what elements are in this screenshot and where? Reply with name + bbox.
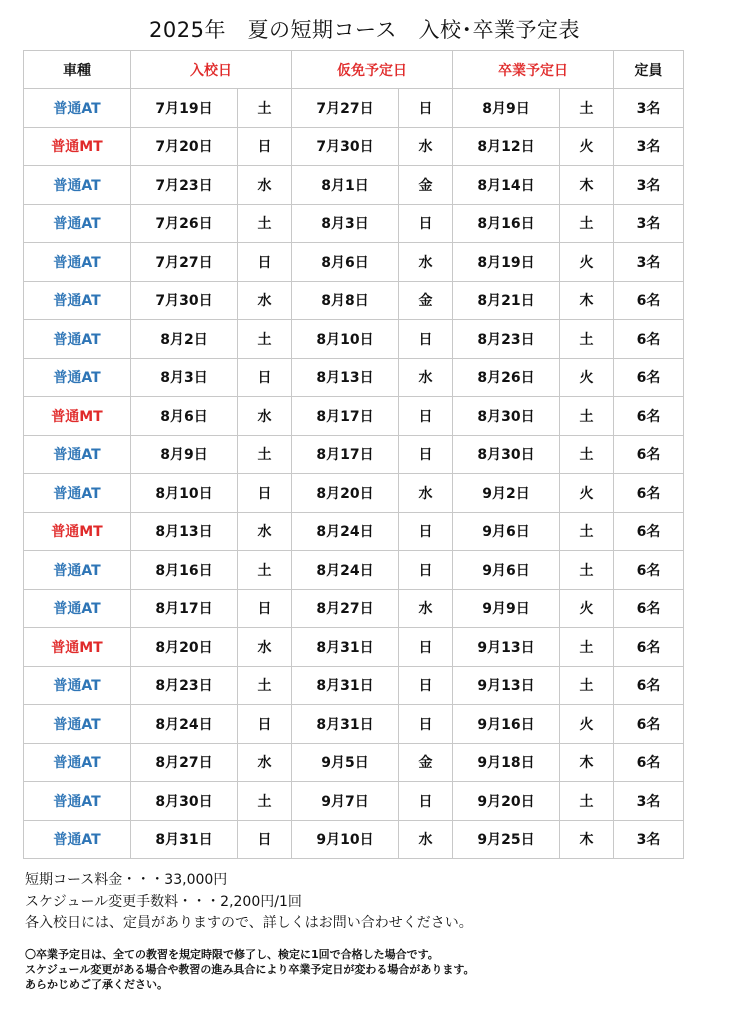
provisional-weekday-cell: 日 bbox=[399, 397, 453, 436]
graduation-date-cell: 8月19日 bbox=[453, 243, 560, 282]
enroll-weekday-cell: 日 bbox=[238, 127, 292, 166]
capacity-cell: 6名 bbox=[614, 281, 684, 320]
enroll-date-cell: 8月2日 bbox=[131, 320, 238, 359]
graduation-weekday-cell: 木 bbox=[560, 281, 614, 320]
fine-print bbox=[25, 947, 474, 992]
enroll-date-cell: 7月30日 bbox=[131, 281, 238, 320]
fine-print-line: あらかじめご了承ください。 bbox=[25, 978, 168, 991]
enroll-weekday-cell: 日 bbox=[238, 589, 292, 628]
graduation-weekday-cell: 火 bbox=[560, 474, 614, 513]
enroll-date-cell: 7月19日 bbox=[131, 89, 238, 128]
table-row bbox=[24, 243, 684, 282]
provisional-date-cell: 8月20日 bbox=[292, 474, 399, 513]
graduation-weekday-cell: 木 bbox=[560, 820, 614, 859]
capacity-cell: 3名 bbox=[614, 243, 684, 282]
enroll-weekday-cell: 土 bbox=[238, 782, 292, 821]
capacity-cell: 6名 bbox=[614, 474, 684, 513]
change-fee-text: スケジュール変更手数料・・・2,200円/1回 bbox=[25, 893, 302, 910]
enroll-weekday-cell: 日 bbox=[238, 820, 292, 859]
graduation-date-cell: 9月18日 bbox=[453, 743, 560, 782]
provisional-date-cell: 8月10日 bbox=[292, 320, 399, 359]
table-row bbox=[24, 204, 684, 243]
provisional-weekday-cell: 日 bbox=[399, 705, 453, 744]
capacity-cell: 3名 bbox=[614, 127, 684, 166]
car-type-cell: 普通AT bbox=[24, 435, 131, 474]
enroll-weekday-cell: 土 bbox=[238, 320, 292, 359]
graduation-weekday-cell: 火 bbox=[560, 243, 614, 282]
provisional-weekday-cell: 日 bbox=[399, 512, 453, 551]
provisional-weekday-cell: 水 bbox=[399, 474, 453, 513]
table-row bbox=[24, 820, 684, 859]
graduation-weekday-cell: 土 bbox=[560, 320, 614, 359]
table-row bbox=[24, 743, 684, 782]
enroll-date-cell: 8月16日 bbox=[131, 551, 238, 590]
capacity-cell: 3名 bbox=[614, 820, 684, 859]
provisional-date-cell: 8月27日 bbox=[292, 589, 399, 628]
graduation-date-cell: 8月21日 bbox=[453, 281, 560, 320]
provisional-weekday-cell: 日 bbox=[399, 551, 453, 590]
capacity-cell: 3名 bbox=[614, 782, 684, 821]
provisional-date-cell: 8月31日 bbox=[292, 705, 399, 744]
capacity-cell: 6名 bbox=[614, 512, 684, 551]
graduation-date-cell: 9月25日 bbox=[453, 820, 560, 859]
table-row bbox=[24, 397, 684, 436]
enroll-date-cell: 7月20日 bbox=[131, 127, 238, 166]
graduation-weekday-cell: 土 bbox=[560, 551, 614, 590]
enroll-weekday-cell: 土 bbox=[238, 666, 292, 705]
provisional-date-cell: 8月8日 bbox=[292, 281, 399, 320]
graduation-weekday-cell: 土 bbox=[560, 666, 614, 705]
graduation-weekday-cell: 木 bbox=[560, 166, 614, 205]
car-type-cell: 普通AT bbox=[24, 705, 131, 744]
enroll-date-cell: 8月27日 bbox=[131, 743, 238, 782]
provisional-date-cell: 8月6日 bbox=[292, 243, 399, 282]
provisional-weekday-cell: 日 bbox=[399, 89, 453, 128]
provisional-weekday-cell: 金 bbox=[399, 743, 453, 782]
provisional-date-cell: 7月27日 bbox=[292, 89, 399, 128]
enroll-date-cell: 7月23日 bbox=[131, 166, 238, 205]
enroll-date-cell: 8月9日 bbox=[131, 435, 238, 474]
capacity-cell: 6名 bbox=[614, 551, 684, 590]
provisional-weekday-cell: 水 bbox=[399, 820, 453, 859]
capacity-cell: 6名 bbox=[614, 320, 684, 359]
table-row bbox=[24, 628, 684, 667]
provisional-date-cell: 9月7日 bbox=[292, 782, 399, 821]
graduation-weekday-cell: 土 bbox=[560, 782, 614, 821]
car-type-cell: 普通AT bbox=[24, 589, 131, 628]
graduation-date-cell: 9月2日 bbox=[453, 474, 560, 513]
graduation-date-cell: 9月20日 bbox=[453, 782, 560, 821]
car-type-cell: 普通AT bbox=[24, 166, 131, 205]
car-type-cell: 普通AT bbox=[24, 243, 131, 282]
graduation-date-cell: 9月16日 bbox=[453, 705, 560, 744]
graduation-date-cell: 9月6日 bbox=[453, 551, 560, 590]
provisional-date-cell: 8月17日 bbox=[292, 435, 399, 474]
car-type-cell: 普通AT bbox=[24, 743, 131, 782]
car-type-cell: 普通MT bbox=[24, 628, 131, 667]
graduation-weekday-cell: 土 bbox=[560, 435, 614, 474]
provisional-weekday-cell: 日 bbox=[399, 628, 453, 667]
table-row bbox=[24, 358, 684, 397]
enroll-weekday-cell: 日 bbox=[238, 474, 292, 513]
enroll-weekday-cell: 土 bbox=[238, 435, 292, 474]
enroll-date-cell: 8月30日 bbox=[131, 782, 238, 821]
graduation-date-cell: 9月13日 bbox=[453, 628, 560, 667]
car-type-cell: 普通AT bbox=[24, 89, 131, 128]
capacity-cell: 6名 bbox=[614, 397, 684, 436]
table-row bbox=[24, 320, 684, 359]
graduation-weekday-cell: 火 bbox=[560, 358, 614, 397]
provisional-weekday-cell: 日 bbox=[399, 782, 453, 821]
enroll-weekday-cell: 水 bbox=[238, 281, 292, 320]
graduation-weekday-cell: 火 bbox=[560, 705, 614, 744]
graduation-weekday-cell: 土 bbox=[560, 204, 614, 243]
graduation-date-cell: 8月23日 bbox=[453, 320, 560, 359]
car-type-cell: 普通AT bbox=[24, 551, 131, 590]
capacity-cell: 3名 bbox=[614, 204, 684, 243]
provisional-weekday-cell: 金 bbox=[399, 281, 453, 320]
graduation-weekday-cell: 木 bbox=[560, 743, 614, 782]
capacity-note-text: 各入校日には、定員がありますので、詳しくはお問い合わせください。 bbox=[25, 915, 473, 931]
provisional-weekday-cell: 日 bbox=[399, 435, 453, 474]
car-type-cell: 普通MT bbox=[24, 397, 131, 436]
car-type-cell: 普通AT bbox=[24, 320, 131, 359]
table-row bbox=[24, 127, 684, 166]
table-row bbox=[24, 551, 684, 590]
car-type-cell: 普通AT bbox=[24, 281, 131, 320]
enroll-date-cell: 8月31日 bbox=[131, 820, 238, 859]
graduation-date-cell: 8月30日 bbox=[453, 397, 560, 436]
car-type-cell: 普通MT bbox=[24, 512, 131, 551]
capacity-cell: 6名 bbox=[614, 358, 684, 397]
graduation-weekday-cell: 土 bbox=[560, 397, 614, 436]
enroll-weekday-cell: 水 bbox=[238, 628, 292, 667]
table-row bbox=[24, 705, 684, 744]
graduation-weekday-cell: 土 bbox=[560, 628, 614, 667]
header-capacity: 定員 bbox=[614, 51, 684, 89]
provisional-date-cell: 8月24日 bbox=[292, 551, 399, 590]
provisional-weekday-cell: 金 bbox=[399, 166, 453, 205]
enroll-weekday-cell: 土 bbox=[238, 89, 292, 128]
provisional-date-cell: 7月30日 bbox=[292, 127, 399, 166]
car-type-cell: 普通AT bbox=[24, 782, 131, 821]
provisional-date-cell: 9月10日 bbox=[292, 820, 399, 859]
fee-notes bbox=[25, 870, 473, 935]
fine-print-line: 〇卒業予定日は、全ての教習を規定時限で修了し、検定に1回で合格した場合です。 bbox=[25, 948, 439, 961]
enroll-weekday-cell: 水 bbox=[238, 743, 292, 782]
course-fee-text: 短期コース料金・・・33,000円 bbox=[25, 872, 228, 888]
provisional-date-cell: 8月1日 bbox=[292, 166, 399, 205]
table-row bbox=[24, 435, 684, 474]
table-row bbox=[24, 474, 684, 513]
enroll-weekday-cell: 土 bbox=[238, 204, 292, 243]
provisional-weekday-cell: 水 bbox=[399, 589, 453, 628]
graduation-date-cell: 8月14日 bbox=[453, 166, 560, 205]
graduation-date-cell: 8月9日 bbox=[453, 89, 560, 128]
graduation-weekday-cell: 火 bbox=[560, 127, 614, 166]
enroll-weekday-cell: 水 bbox=[238, 397, 292, 436]
enroll-weekday-cell: 水 bbox=[238, 512, 292, 551]
header-provisional-date: 仮免予定日 bbox=[292, 51, 453, 89]
provisional-weekday-cell: 水 bbox=[399, 127, 453, 166]
enroll-date-cell: 8月20日 bbox=[131, 628, 238, 667]
capacity-cell: 6名 bbox=[614, 743, 684, 782]
capacity-cell: 6名 bbox=[614, 628, 684, 667]
enroll-date-cell: 8月10日 bbox=[131, 474, 238, 513]
table-row bbox=[24, 782, 684, 821]
graduation-date-cell: 9月13日 bbox=[453, 666, 560, 705]
header-graduation-date: 卒業予定日 bbox=[453, 51, 614, 89]
enroll-date-cell: 8月17日 bbox=[131, 589, 238, 628]
car-type-cell: 普通AT bbox=[24, 474, 131, 513]
header-car-type: 車種 bbox=[24, 51, 131, 89]
capacity-cell: 3名 bbox=[614, 89, 684, 128]
car-type-cell: 普通AT bbox=[24, 666, 131, 705]
table-row bbox=[24, 666, 684, 705]
enroll-weekday-cell: 日 bbox=[238, 243, 292, 282]
schedule-table bbox=[23, 50, 684, 859]
provisional-weekday-cell: 水 bbox=[399, 358, 453, 397]
enroll-weekday-cell: 日 bbox=[238, 705, 292, 744]
graduation-weekday-cell: 火 bbox=[560, 589, 614, 628]
car-type-cell: 普通MT bbox=[24, 127, 131, 166]
enroll-weekday-cell: 日 bbox=[238, 358, 292, 397]
graduation-date-cell: 8月30日 bbox=[453, 435, 560, 474]
table-row bbox=[24, 166, 684, 205]
header-enroll-date: 入校日 bbox=[131, 51, 292, 89]
graduation-date-cell: 9月9日 bbox=[453, 589, 560, 628]
graduation-date-cell: 8月12日 bbox=[453, 127, 560, 166]
capacity-cell: 6名 bbox=[614, 666, 684, 705]
enroll-date-cell: 8月24日 bbox=[131, 705, 238, 744]
provisional-date-cell: 8月17日 bbox=[292, 397, 399, 436]
provisional-date-cell: 8月3日 bbox=[292, 204, 399, 243]
enroll-weekday-cell: 土 bbox=[238, 551, 292, 590]
graduation-weekday-cell: 土 bbox=[560, 512, 614, 551]
capacity-cell: 6名 bbox=[614, 705, 684, 744]
provisional-weekday-cell: 日 bbox=[399, 666, 453, 705]
capacity-cell: 6名 bbox=[614, 435, 684, 474]
page-title: 2025年 夏の短期コース 入校･卒業予定表 bbox=[149, 18, 580, 42]
enroll-date-cell: 8月3日 bbox=[131, 358, 238, 397]
provisional-date-cell: 8月13日 bbox=[292, 358, 399, 397]
table-row bbox=[24, 281, 684, 320]
provisional-date-cell: 8月31日 bbox=[292, 628, 399, 667]
enroll-weekday-cell: 水 bbox=[238, 166, 292, 205]
table-row bbox=[24, 89, 684, 128]
graduation-weekday-cell: 土 bbox=[560, 89, 614, 128]
provisional-weekday-cell: 水 bbox=[399, 243, 453, 282]
graduation-date-cell: 9月6日 bbox=[453, 512, 560, 551]
enroll-date-cell: 7月27日 bbox=[131, 243, 238, 282]
enroll-date-cell: 8月13日 bbox=[131, 512, 238, 551]
capacity-cell: 6名 bbox=[614, 589, 684, 628]
provisional-date-cell: 9月5日 bbox=[292, 743, 399, 782]
car-type-cell: 普通AT bbox=[24, 204, 131, 243]
provisional-date-cell: 8月24日 bbox=[292, 512, 399, 551]
graduation-date-cell: 8月26日 bbox=[453, 358, 560, 397]
provisional-date-cell: 8月31日 bbox=[292, 666, 399, 705]
table-header-row bbox=[24, 51, 684, 89]
fine-print-line: スケジュール変更がある場合や教習の進み具合により卒業予定日が変わる場合があります。 bbox=[25, 963, 475, 976]
enroll-date-cell: 8月6日 bbox=[131, 397, 238, 436]
provisional-weekday-cell: 日 bbox=[399, 204, 453, 243]
capacity-cell: 3名 bbox=[614, 166, 684, 205]
enroll-date-cell: 8月23日 bbox=[131, 666, 238, 705]
car-type-cell: 普通AT bbox=[24, 820, 131, 859]
car-type-cell: 普通AT bbox=[24, 358, 131, 397]
graduation-date-cell: 8月16日 bbox=[453, 204, 560, 243]
table-row bbox=[24, 512, 684, 551]
enroll-date-cell: 7月26日 bbox=[131, 204, 238, 243]
provisional-weekday-cell: 日 bbox=[399, 320, 453, 359]
table-row bbox=[24, 589, 684, 628]
